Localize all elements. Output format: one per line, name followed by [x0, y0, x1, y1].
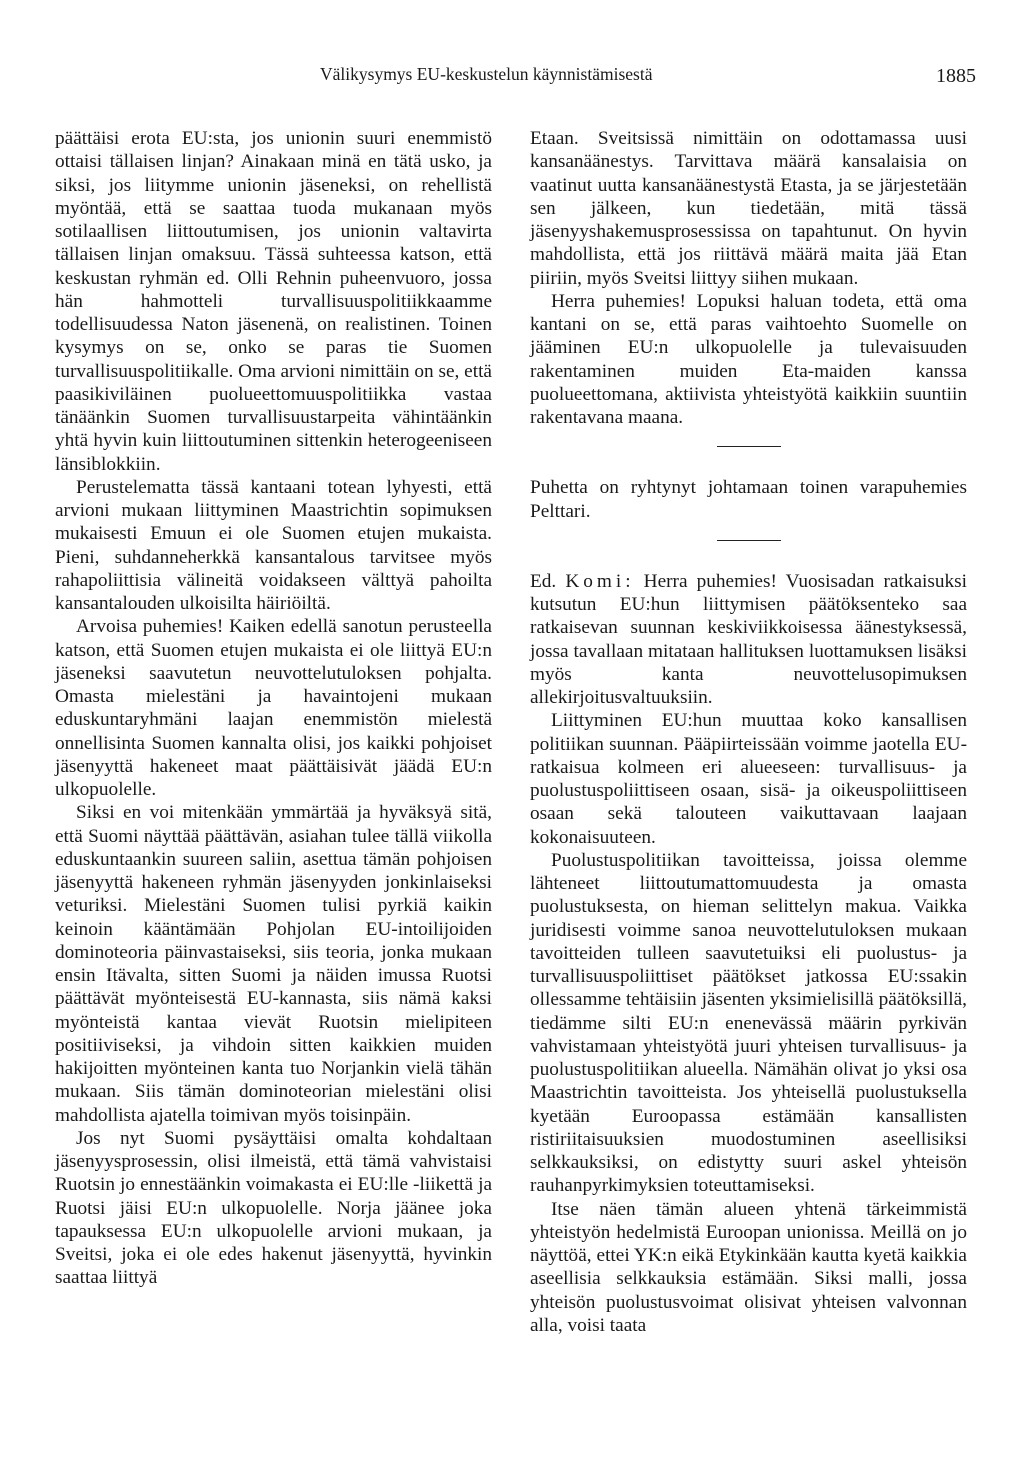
page-number: 1885 [936, 65, 976, 87]
right-paragraph-5: Puolustuspolitiikan tavoitteissa, joissa olemme lähteneet liittoutumattomuudesta ja omasta puolustuksesta, on hieman selittelyn makua. Vaikka juridisesti voimme sanoa neuvottelutuloksen mukaan tavoitteiden tulleen saavutetuiksi eli puolustus- ja turvallisuuspoliittiset päätökset jatkossa EU:ssakin ollessamme tehtäisiin jäsenten yksimielisillä päätöksillä, tiedämme silti EU:n enenevässä määrin pyrkivän vahvistamaan yhteistyötä juuri yhteisen turvallisuus- ja puolustuspolitiikan alueella. Nämähän olivat jo yksi osa Maastrichtin tavoitteista. Jos yhteisellä puolustuksella kyetään Euroopassa estämään kansallisten ristiriitaisuuksien muodostuminen aseellisiksi selkkauksiksi, on edistytty suuri askel yhteisön rauhanpyrkimyksien toteuttamiseksi. [530, 849, 967, 1197]
left-paragraph-3: Arvoisa puhemies! Kaiken edellä sanotun perusteella katson, että Suomen etujen mukaista ei ole liittyä EU:n jäseneksi saavutetun neuvottelutuloksen pohjalta. Omasta mielestäni ja havaintojeni mukaan eduskuntaryhmäni laajan enemmistön mielestä onnellisinta Suomen kannalta olisi, jos kaikki pohjoiset jäsenyyttä hakeneet maat päättäisivät jäädä EU:n ulkopuolelle. [55, 616, 492, 800]
right-paragraph-2: Herra puhemies! Lopuksi haluan todeta, että oma kantani on se, että paras vaihtoehto Suomelle on jääminen EU:n ulkopuolelle ja tulevaisuuden rakentaminen muiden Eta-maiden kanssa puolueettomana, aktiivista yhteistyötä kaikkiin suuntiin rakentavana maana. [530, 290, 967, 428]
speaker-name: Komi: [565, 570, 635, 592]
right-paragraph-4: Liittyminen EU:hun muuttaa koko kansallisen politiikan suunnan. Pääpiirteissään voimme jaotella EU-ratkaisua kolmeen eri alueeseen: turvallisuus- ja puolustuspoliittiseen osaan, sisä- ja oikeuspoliittiseen osaan sekä talouteen vaikuttavaan laajaan kokonaisuuteen. [530, 710, 967, 848]
left-column [55, 127, 492, 1290]
speech-opening [530, 570, 967, 710]
left-paragraph-2: Perustelematta tässä kantaani totean lyhyesti, että arvioni mukaan liittyminen Maastrichtin sopimuksen mukaisesti Emuun ei ole Suomen etujen mukaista. Pieni, suhdanneherkkä kansantalous tarvitsee myös rahapoliittisia välineitä voidakseen välttyä pahoilta kansantalouden ulkoisilta häiriöiltä. [55, 476, 492, 614]
right-paragraph-6: Itse näen tämän alueen yhtenä tärkeimmistä yhteistyön hedelmistä Euroopan unionissa. Meillä on jo näyttöä, ettei YK:n eikä Etykinkään kautta kyetä kaikkia aseellisia selkkauksia estämään. Siksi malli, jossa yhteisön puolustusvoimat olisivat yhteisen valvonnan alla, voisi taata [530, 1198, 967, 1336]
right-column [530, 127, 967, 1337]
left-paragraph-5: Jos nyt Suomi pysäyttäisi omalta kohdaltaan jäsenyysprosessin, olisi ilmeistä, että tämä vahvistaisi Ruotsin jo ennestäänkin voimakasta ei EU:lle -liikettä ja Ruotsi jäisi EU:n ulkopuolelle. Norja jäänee joka tapauksessa EU:n ulkopuolelle arvioni mukaan, ja Sveitsi, joka ei ole edes hakenut jäsenyyttä, hyvinkin saattaa liittyä [55, 1127, 492, 1289]
section-divider [717, 446, 781, 447]
chair-change-note: Puhetta on ryhtynyt johtamaan toinen varapuhemies Pelttari. [530, 477, 967, 522]
left-paragraph-4: Siksi en voi mitenkään ymmärtää ja hyväksyä sitä, että Suomi näyttää päättävän, asiahan tulee tällä viikolla eduskuntaankin suureen saliin, asettua tämän pohjoisen jäsenyyttä hakeneen ryhmän jäsenyyden jonkinlaiseksi veturiksi. Mielestäni Suomen tulisi pyrkiä kaikin keinoin kääntämään Pohjolan EU-intoilijoiden dominoteoria päinvastaiseksi, siis teoria, jonka mukaan ensin Itävalta, sitten Suomi ja näiden imussa Ruotsi päättävät myönteisestä EU-kannasta, siis nämä kaksi myönteistä kantaa vievät Ruotsin mielipiteen positiiviseksi, ja vihdoin sitten kaikkien muiden hakijoitten myönteinen kanta tuo Norjankin vielä tähän mukaan. Siis tämän dominoteorian mielestäni olisi mahdollista ajatella toimivan myös toisinpäin. [55, 802, 492, 1126]
speech-paragraph-1: Herra puhemies! Vuosisadan ratkaisuksi kutsutun EU:hun liittymisen päätöksenteko saa ratkaisevan suunnan keskiviikkoisessa äänestyksessä, jossa tavallaan mitataan hallituksen luottamuksen lisäksi myös kanta neuvottelusopimuksen allekirjoitusvaltuuksiin. [530, 570, 968, 708]
right-paragraph-1: Etaan. Sveitsissä nimittäin on odottamassa uusi kansanäänestys. Tarvittava määrä kansalaisia on vaatinut uutta kansanäänestystä Etasta, ja se järjestetään sen jälkeen, kun tiedetään, mitä tässä jäsenyyshakemusprosessissa on tapahtunut. On hyvin mahdollista, että jos riittävä määrä maita jää Etan piiriin, myös Sveitsi liittyy siihen mukaan. [530, 128, 967, 289]
speaker-prefix: Ed. [530, 570, 557, 592]
left-paragraph-1: päättäisi erota EU:sta, jos unionin suuri enemmistö ottaisi tällaisen linjan? Ainakaan minä en tätä usko, ja siksi, jos liitymme unionin jäseneksi, on rehellistä myöntää, että se saattaa tuoda mukanaan myös sotilaallisen liittoutumisen, jos unionin valtavirta tällaisen linjan omaksuu. Tässä suhteessa katson, että keskustan ryhmän ed. Olli Rehnin puheenvuoro, jossa hän hahmotteli turvallisuuspolitiikkaamme todellisuudessa Naton jäsenenä, on realistinen. Toinen kysymys on se, onko se paras tie Suomen turvallisuuspolitiikalle. Oma arvioni nimittäin on se, että paasikiviläinen puolueettomuuspolitiikka vastaa tänäänkin Suomen turvallisuustarpeita vähintäänkin yhtä hyvin kuin liittoutuminen sittenkin heterogeeniseen länsiblokkiin. [55, 128, 492, 475]
running-title: Välikysymys EU-keskustelun käynnistämisestä [320, 64, 653, 84]
section-divider [717, 540, 781, 541]
running-head [0, 64, 1024, 88]
